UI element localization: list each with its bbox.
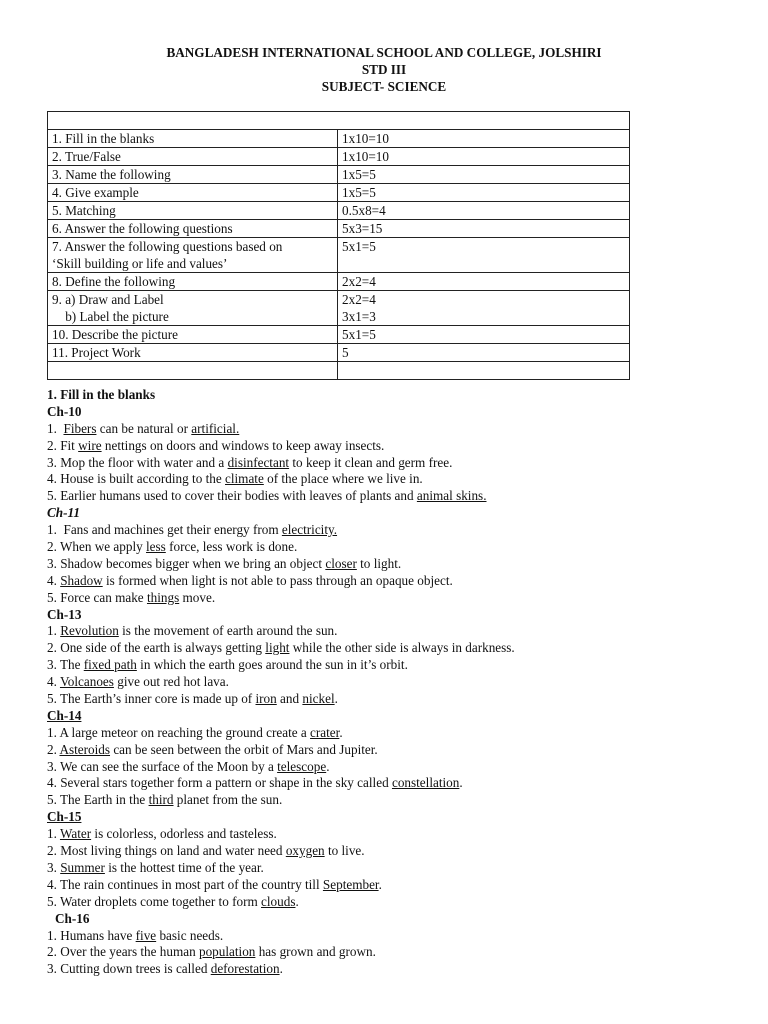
table-row-blank-top <box>48 112 630 130</box>
table-row <box>48 148 630 166</box>
question-type-text: 7. Answer the following questions based on <box>52 239 283 254</box>
answer-text: Fibers <box>63 420 97 436</box>
item-text: and <box>276 691 303 707</box>
blank-item <box>47 860 747 877</box>
blank-item <box>47 438 747 455</box>
item-text: nettings on doors and windows to keep away insects. <box>101 437 385 453</box>
item-text: planet from the sun. <box>173 792 283 808</box>
table-row <box>48 344 630 362</box>
question-type-cell <box>48 291 338 326</box>
marks-text: 1x10=10 <box>342 149 389 164</box>
table-row <box>48 220 630 238</box>
marks-cell <box>338 291 630 326</box>
answer-text: Asteroids <box>59 741 111 757</box>
answer-text: things <box>146 589 180 605</box>
item-text: 2. Most living things on land and water need <box>47 843 286 859</box>
item-text: is the movement of earth around the sun. <box>118 623 338 639</box>
question-type-cell <box>48 130 338 148</box>
answer-text: Summer <box>60 859 105 875</box>
marks-text: 2x2=4 <box>342 274 376 289</box>
item-text: 5. Force can make <box>47 589 147 605</box>
answer-text: Water <box>59 826 92 842</box>
item-text: 1. <box>47 826 60 842</box>
item-text: 3. <box>47 859 61 875</box>
item-text: is formed when light is not able to pass through an opaque object. <box>102 572 453 588</box>
blank-item <box>47 759 747 776</box>
answer-text: climate <box>225 471 264 487</box>
item-text: . <box>295 893 299 909</box>
item-text: 1. A large meteor on reaching the ground create a <box>47 724 311 740</box>
table-row <box>48 291 630 326</box>
answer-text: deforestation <box>210 961 280 977</box>
blank-item <box>47 471 747 488</box>
question-type-cell <box>48 238 338 273</box>
item-text: 2. Fit <box>47 437 79 453</box>
blank-item <box>47 539 747 556</box>
blank-item <box>47 944 747 961</box>
marks-cell <box>338 184 630 202</box>
chapter-heading <box>47 404 747 421</box>
answer-text: nickel <box>302 691 335 707</box>
blank-item <box>47 640 747 657</box>
item-text: to keep it clean and germ free. <box>289 454 453 470</box>
answer-text: population <box>198 944 256 960</box>
chapter-heading <box>47 607 747 624</box>
chapter-heading-text: Ch-15 <box>47 809 82 825</box>
item-text: 1. <box>47 420 64 436</box>
answer-text: closer <box>325 555 357 571</box>
blank-item <box>47 877 747 894</box>
blank-item <box>47 556 747 573</box>
marks-cell <box>338 166 630 184</box>
marks-text: 3x1=3 <box>342 309 376 324</box>
question-type-text: 6. Answer the following questions <box>52 221 233 236</box>
item-text: 3. Mop the floor with water and a <box>47 454 228 470</box>
answer-text: clouds <box>261 893 296 909</box>
table-row <box>48 273 630 291</box>
marks-cell <box>338 220 630 238</box>
question-type-cell <box>48 148 338 166</box>
item-text: to live. <box>324 843 365 859</box>
item-text: 2. One side of the earth is always getting <box>47 640 266 656</box>
question-type-cell <box>48 202 338 220</box>
blank-item <box>47 455 747 472</box>
table-row <box>48 166 630 184</box>
marks-text: 1x10=10 <box>342 131 389 146</box>
school-name: BANGLADESH INTERNATIONAL SCHOOL AND COLLEGE, JOLSHIRI <box>166 45 602 60</box>
item-text: while the other side is always in darkness. <box>289 640 515 656</box>
chapter-heading-text: Ch-13 <box>47 606 82 622</box>
item-text: 4. <box>47 674 60 690</box>
marks-text: 0.5x8=4 <box>342 203 386 218</box>
marks-text: 1x5=5 <box>342 185 376 200</box>
answer-text: September <box>322 876 379 892</box>
item-text: 4. The rain continues in most part of the country till <box>47 876 323 892</box>
question-type-text: 8. Define the following <box>52 274 176 289</box>
question-type-cell <box>48 326 338 344</box>
answer-text: wire <box>78 437 102 453</box>
question-type-text: 4. Give example <box>52 185 139 200</box>
table-row <box>48 238 630 273</box>
table-row <box>48 184 630 202</box>
item-text: 3. Shadow becomes bigger when we bring an object <box>47 555 326 571</box>
blank-item <box>47 691 747 708</box>
answer-text: third <box>148 792 174 808</box>
table-row <box>48 202 630 220</box>
answer-text: artificial. <box>191 420 240 436</box>
answer-text: constellation <box>391 775 460 791</box>
marks-cell <box>338 202 630 220</box>
item-text: in which the earth goes around the sun in it’s orbit. <box>136 657 408 673</box>
marks-cell <box>338 273 630 291</box>
item-text: 5. Water droplets come together to form <box>47 893 262 909</box>
chapter-heading-text: Ch-14 <box>47 707 82 723</box>
item-text: . <box>339 724 343 740</box>
table-row <box>48 130 630 148</box>
question-type-text: 1. Fill in the blanks <box>52 131 155 146</box>
item-text: 2. When we apply <box>47 539 147 555</box>
item-text: 5. The Earth’s inner core is made up of <box>47 691 256 707</box>
marks-distribution-table <box>47 111 630 380</box>
item-text: 2. <box>47 741 60 757</box>
blank-item <box>47 657 747 674</box>
item-text: 1. Humans have <box>47 927 136 943</box>
item-text: of the place where we live in. <box>263 471 423 487</box>
subject-label: SUBJECT- SCIENCE <box>321 79 447 94</box>
marks-cell <box>338 238 630 273</box>
answer-text: Revolution <box>60 623 119 639</box>
answer-text: less <box>146 539 166 555</box>
marks-cell <box>338 130 630 148</box>
item-text: give out red hot lava. <box>113 674 229 690</box>
item-text: . <box>326 758 330 774</box>
answer-text: electricity. <box>281 522 338 538</box>
marks-text: 5x1=5 <box>342 239 376 254</box>
blank-item <box>47 826 747 843</box>
item-text: 4. Several stars together form a pattern or shape in the sky called <box>47 775 392 791</box>
blank-item <box>47 421 747 438</box>
blank-item <box>47 522 747 539</box>
item-text: 4. <box>47 572 61 588</box>
fill-in-the-blanks-section <box>47 387 747 978</box>
blank-item <box>47 961 747 978</box>
question-type-text: ‘Skill building or life and values’ <box>52 256 228 271</box>
chapter-heading-text: Ch-16 <box>55 910 90 926</box>
blank-item <box>47 674 747 691</box>
item-text: basic needs. <box>156 927 224 943</box>
question-type-cell <box>48 220 338 238</box>
blank-item <box>47 488 747 505</box>
chapter-heading <box>47 809 747 826</box>
chapter-heading-text: Ch-10 <box>47 403 82 419</box>
question-type-cell <box>48 166 338 184</box>
chapter-heading <box>47 911 747 928</box>
answer-text: animal skins. <box>416 488 487 504</box>
answer-text: telescope <box>277 758 327 774</box>
item-text: . <box>378 876 382 892</box>
question-type-text: 5. Matching <box>52 203 116 218</box>
item-text: move. <box>179 589 216 605</box>
answer-text: light <box>265 640 290 656</box>
blank-item <box>47 725 747 742</box>
marks-text: 5 <box>342 345 349 360</box>
answer-text: disinfectant <box>227 454 290 470</box>
document-header <box>0 44 768 95</box>
item-text: 4. House is built according to the <box>47 471 225 487</box>
item-text: 3. Cutting down trees is called <box>47 961 211 977</box>
chapter-heading <box>47 708 747 725</box>
question-type-text: b) Label the picture <box>52 309 169 324</box>
blank-item <box>47 843 747 860</box>
answer-text: Shadow <box>60 572 103 588</box>
answer-text: five <box>135 927 157 943</box>
item-text: 1. <box>47 623 61 639</box>
question-type-text: 2. True/False <box>52 149 121 164</box>
item-text: 5. The Earth in the <box>47 792 149 808</box>
item-text: to light. <box>356 555 402 571</box>
marks-cell <box>338 326 630 344</box>
marks-text: 2x2=4 <box>342 292 376 307</box>
question-type-cell <box>48 273 338 291</box>
blank-item <box>47 894 747 911</box>
item-text: can be natural or <box>96 420 192 436</box>
item-text: . <box>334 691 338 707</box>
item-text: 5. Earlier humans used to cover their bodies with leaves of plants and <box>47 488 417 504</box>
item-text: 3. We can see the surface of the Moon by a <box>47 758 278 774</box>
blank-item <box>47 792 747 809</box>
standard-label: STD III <box>361 62 407 77</box>
section-title: 1. Fill in the blanks <box>47 387 156 402</box>
table-row <box>48 326 630 344</box>
question-type-cell <box>48 184 338 202</box>
blank-item <box>47 573 747 590</box>
table-row-blank-bottom <box>48 362 630 380</box>
marks-text: 5x1=5 <box>342 327 376 342</box>
item-text: 2. Over the years the human <box>47 944 199 960</box>
marks-text: 1x5=5 <box>342 167 376 182</box>
question-type-text: 3. Name the following <box>52 167 171 182</box>
marks-cell <box>338 148 630 166</box>
item-text: 1. Fans and machines get their energy from <box>47 522 282 538</box>
item-text: . <box>459 775 463 791</box>
blank-item <box>47 775 747 792</box>
chapter-heading-text: Ch-11 <box>47 505 80 521</box>
question-type-text: 9. a) Draw and Label <box>52 292 164 307</box>
blank-item <box>47 623 747 640</box>
answer-text: crater <box>310 724 340 740</box>
question-type-cell <box>48 344 338 362</box>
item-text: . <box>279 961 283 977</box>
item-text: is the hottest time of the year. <box>104 859 264 875</box>
question-type-text: 10. Describe the picture <box>52 327 178 342</box>
answer-text: fixed path <box>83 657 137 673</box>
answer-text: Volcanoes <box>59 674 114 690</box>
marks-text: 5x3=15 <box>342 221 383 236</box>
item-text: is colorless, odorless and tasteless. <box>91 826 277 842</box>
item-text: force, less work is done. <box>165 539 298 555</box>
blank-item <box>47 928 747 945</box>
item-text: has grown and grown. <box>255 944 376 960</box>
blank-item <box>47 742 747 759</box>
blank-item <box>47 590 747 607</box>
chapter-heading <box>47 505 747 522</box>
item-text: 3. The <box>47 657 84 673</box>
answer-text: iron <box>255 691 277 707</box>
question-type-text: 11. Project Work <box>52 345 141 360</box>
marks-cell <box>338 344 630 362</box>
item-text: can be seen between the orbit of Mars and Jupiter. <box>110 741 378 757</box>
answer-text: oxygen <box>285 843 325 859</box>
